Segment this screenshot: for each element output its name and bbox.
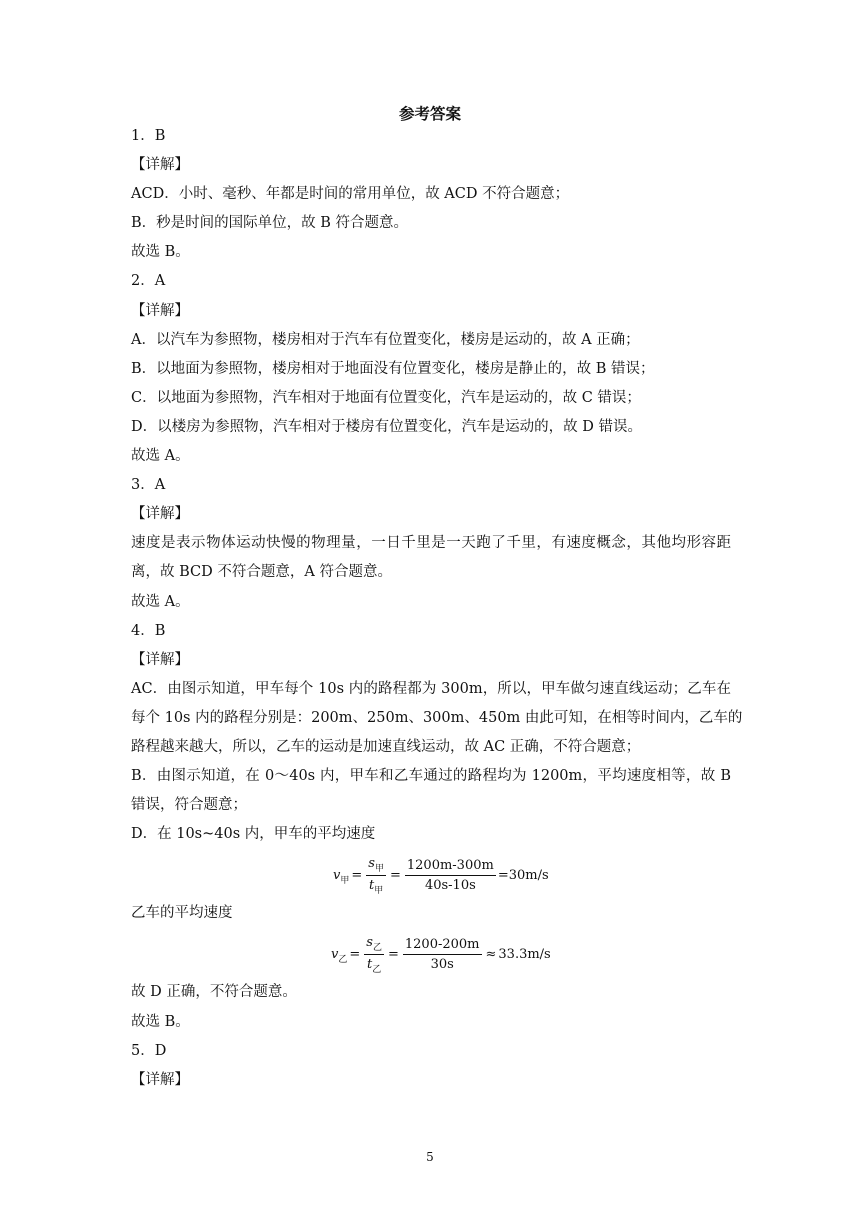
answer-choice: 故选 B。 [131,244,190,261]
formula-fraction [405,857,496,894]
answer-text: A．以汽车为参照物，楼房相对于汽车有位置变化，楼房是运动的，故 A 正确； [131,331,640,348]
answer-text: 错误，符合题意； [131,797,247,814]
answer-text: 每个 10s 内的路程分别是：200m、250m、300m、450m 由此可知，在相等时间内，乙车的 [131,709,743,726]
formula-variable: v [331,946,339,962]
formula-operator: = [389,867,401,883]
formula-yi-average-speed [131,928,731,978]
formula-fraction [366,855,386,896]
question-number-5: 5．D [131,1042,167,1059]
formula-denominator: 30s [430,956,454,972]
formula-jia-average-speed [131,849,731,899]
answer-text: AC．由图示知道，甲车每个 10s 内的路程都为 300m，所以，甲车做匀速直线运动；乙车在 [131,680,731,697]
formula-denominator: 40s-10s [424,877,476,893]
answer-choice: 故选 A。 [131,448,190,465]
question-number-1: 1．B [131,128,166,144]
formula-variable: t [367,956,373,972]
answer-text: 速度是表示物体运动快慢的物理量，一日千里是一天跑了千里，有速度概念，其他均形容距 [131,535,731,552]
answer-text: B．由图示知道，在 0～40s 内，甲车和乙车通过的路程均为 1200m，平均速度相等，故 B [131,768,731,785]
formula-result: 33.3m/s [498,946,551,962]
formula-variable: s [368,855,375,871]
formula-fraction [364,934,384,975]
explanation-heading: 【详解】 [131,506,189,523]
formula-operator: = [349,946,361,962]
answer-choice: 故选 A。 [131,593,190,610]
answer-text: C．以地面为参照物，汽车相对于地面有位置变化，汽车是运动的，故 C 错误； [131,389,641,406]
page-title: 参考答案 [398,104,461,123]
formula-subscript: 乙 [372,942,382,953]
formula-subscript: 甲 [340,875,350,886]
formula-operator: ≈ [485,946,497,962]
answer-text: D．以楼房为参照物，汽车相对于楼房有位置变化，汽车是运动的，故 D 错误。 [131,418,642,435]
question-number-2: 2．A [131,273,166,290]
page-number: 5 [426,1150,434,1164]
formula-numerator: 1200-200m [403,936,482,955]
formula-fraction [403,936,482,973]
answer-text: ACD．小时、毫秒、年都是时间的常用单位，故 ACD 不符合题意； [131,186,570,203]
answer-content [131,122,743,1095]
formula-subscript: 乙 [372,964,382,975]
answer-text: D．在 10s~40s 内，甲车的平均速度 [131,826,376,843]
formula-numerator: 1200m-300m [405,857,496,876]
answer-text: B．以地面为参照物，楼房相对于地面没有位置变化，楼房是静止的，故 B 错误； [131,360,655,377]
formula-result: =30m/s [497,867,549,883]
formula-variable: s [366,934,373,950]
answer-text: 离，故 BCD 不符合题意，A 符合题意。 [131,564,392,581]
answer-text: 乙车的平均速度 [131,905,233,922]
question-number-4: 4．B [131,622,166,639]
explanation-heading: 【详解】 [131,651,189,668]
answer-text: 路程越来越大，所以，乙车的运动是加速直线运动，故 AC 正确，不符合题意； [131,738,641,755]
formula-subscript: 甲 [374,885,384,896]
answer-text: 故 D 正确，不符合题意。 [131,984,297,1001]
formula-operator: = [387,946,399,962]
formula-operator: = [351,867,363,883]
explanation-heading: 【详解】 [131,1071,189,1088]
answer-choice: 故选 B。 [131,1013,190,1030]
answer-text: B．秒是时间的国际单位，故 B 符合题意。 [131,215,409,232]
formula-subscript: 乙 [338,954,348,965]
explanation-heading: 【详解】 [131,157,189,174]
formula-variable: t [369,877,375,893]
formula-variable: v [333,867,341,883]
formula-subscript: 甲 [374,863,384,874]
explanation-heading: 【详解】 [131,302,189,319]
question-number-3: 3．A [131,477,166,494]
